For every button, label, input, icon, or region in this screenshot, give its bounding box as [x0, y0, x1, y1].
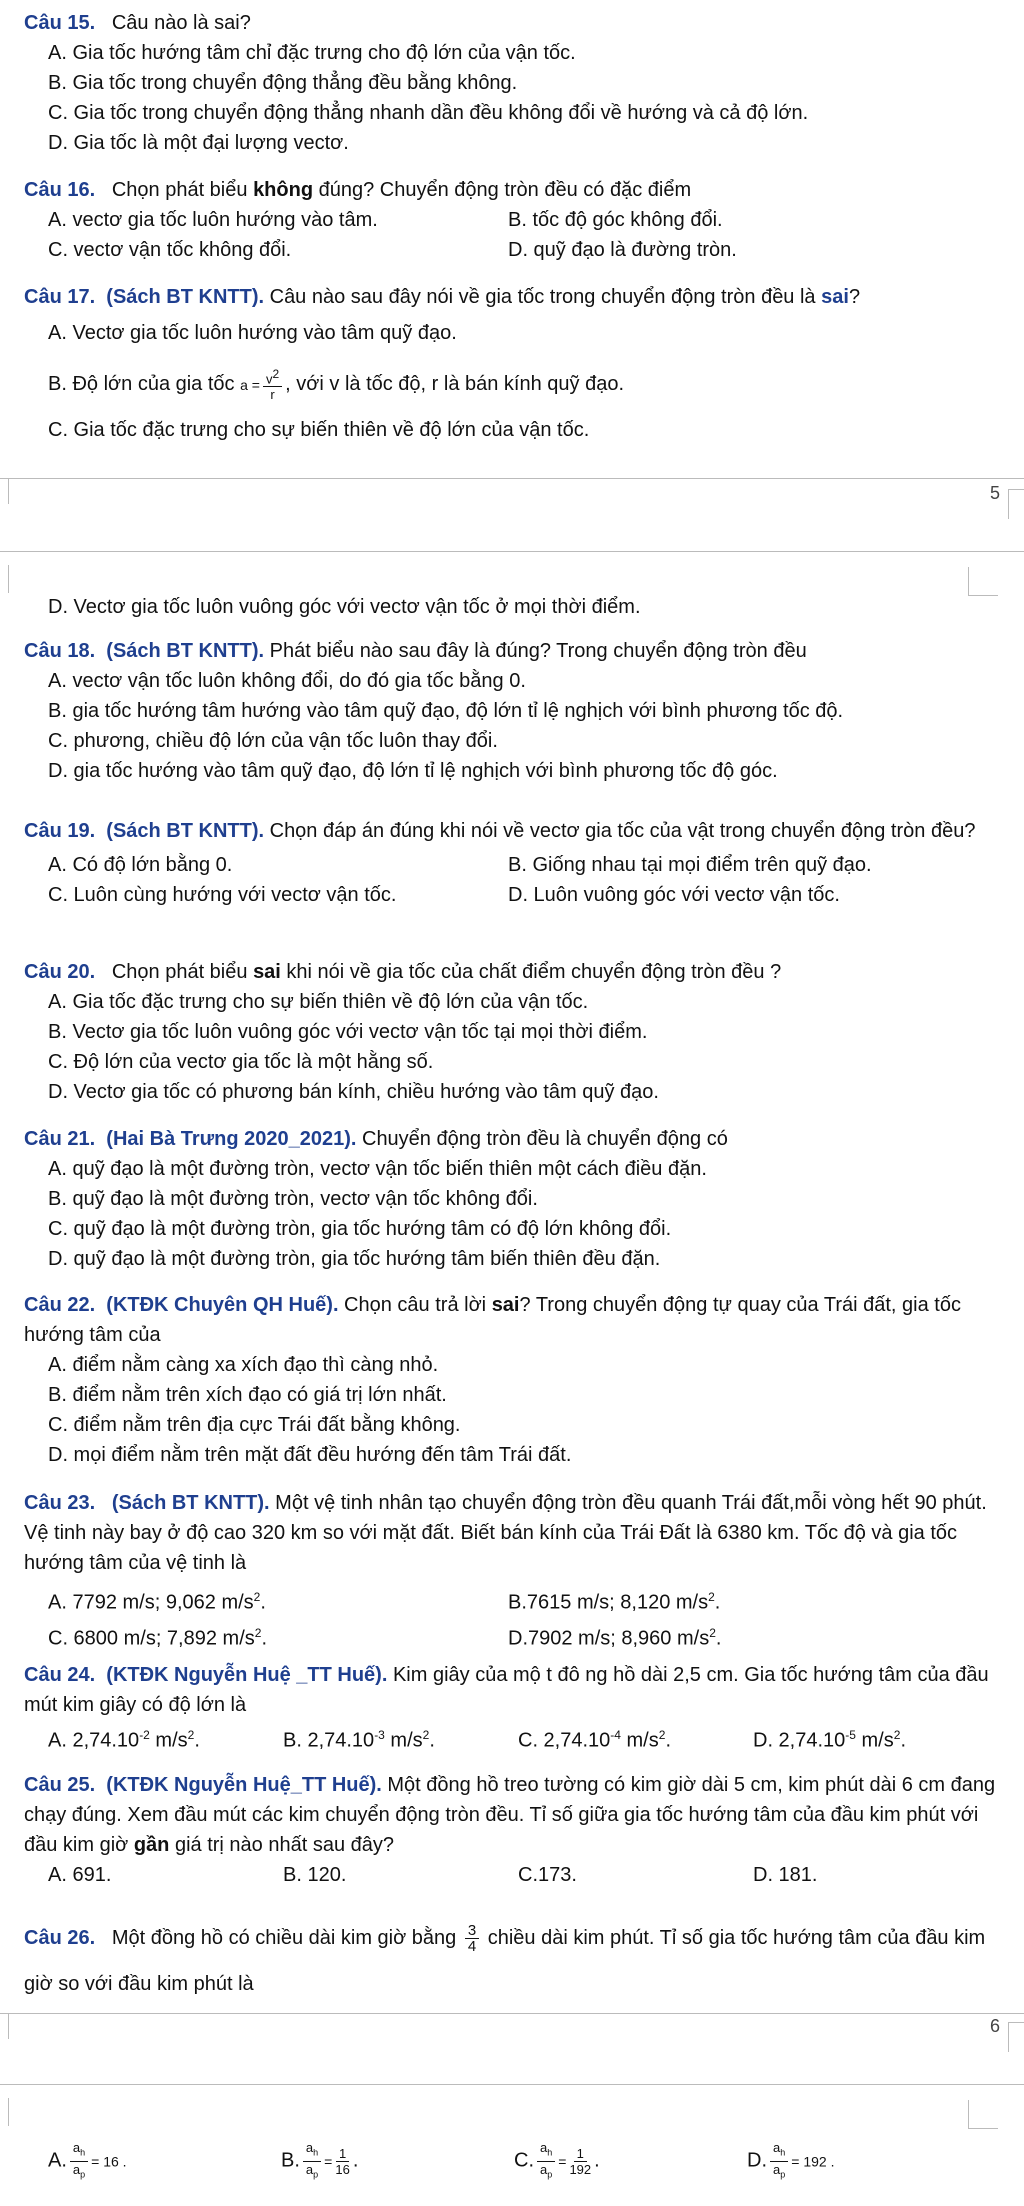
- exponent: 2: [254, 1625, 262, 1640]
- value-denominator: 192: [569, 2161, 592, 2177]
- question-number: Câu 21.: [24, 1128, 96, 1150]
- option-a: A. quỹ đạo là một đường tròn, vectơ vận tốc biến thiên một cách điều đặn.: [48, 1158, 707, 1180]
- option-label: C.: [514, 2149, 534, 2172]
- question-text-end: ? Trong chuyển động tự quay của Trái đất, gia tốc hướng tâm của: [24, 1294, 961, 1346]
- option-b: B. gia tốc hướng tâm hướng vào tâm quỹ đạo, độ lớn tỉ lệ nghịch với bình phương tốc độ.: [48, 700, 844, 722]
- question-number: Câu 17.: [24, 286, 96, 308]
- period: .: [261, 1627, 268, 1650]
- option-b: [24, 364, 1000, 405]
- question-number: Câu 19.: [24, 820, 96, 842]
- question-text-end: đúng? Chuyển động tròn đều có đặc điểm: [313, 179, 692, 201]
- period: .: [665, 1729, 671, 1752]
- option-c: C. Độ lớn của vectơ gia tốc là một hằng số.: [48, 1051, 434, 1073]
- question-21: [24, 1124, 1000, 1274]
- page-number: 5: [990, 483, 1001, 503]
- option-d: D. 181.: [753, 1864, 818, 1886]
- question-22: [24, 1290, 1000, 1470]
- option-c: C. quỹ đạo là một đường tròn, gia tốc hướng tâm có độ lớn không đổi.: [48, 1218, 672, 1240]
- question-text: Chuyển động tròn đều là chuyển động có: [356, 1128, 728, 1150]
- equals: =: [324, 2153, 333, 2170]
- option-b-text: B.7615 m/s; 8,120 m/s: [508, 1591, 709, 1614]
- question-source: (KTĐK Nguyễn Huệ_TT Huế).: [106, 1774, 382, 1796]
- exponent: -2: [139, 1728, 150, 1742]
- question-26-options: [24, 2140, 1000, 2182]
- option-a: A. vectơ vận tốc luôn không đổi, do đó gia tốc bằng 0.: [48, 670, 526, 692]
- question-25: [24, 1770, 1000, 1890]
- question-number: Câu 16.: [24, 179, 96, 201]
- option-d: D. Luôn vuông góc với vectơ vận tốc.: [508, 884, 840, 906]
- option-d: [753, 1720, 988, 1756]
- a-symbol: a: [72, 2140, 81, 2155]
- subscript: h: [80, 2147, 86, 2158]
- value-fraction: [569, 2146, 591, 2177]
- question-24: [24, 1660, 1000, 1756]
- subscript: p: [80, 2169, 86, 2180]
- option-d: D. quỹ đạo là đường tròn.: [508, 239, 737, 261]
- option-a-text: A. 2,74.10: [48, 1729, 140, 1752]
- option-c-text: C. 6800 m/s; 7,892 m/s: [48, 1627, 255, 1650]
- value-numerator: 1: [574, 2146, 587, 2162]
- option-b: [283, 1720, 518, 1756]
- option-c: [514, 2140, 747, 2182]
- question-text-end: chiều dài kim phút. Tỉ số gia tốc hướng tâm của đầu kim giờ so với đầu kim phút là: [24, 1927, 986, 1995]
- a-symbol: a: [305, 2161, 314, 2177]
- question-number: Câu 25.: [24, 1774, 96, 1796]
- option-label: A.: [48, 2149, 67, 2172]
- question-source: (Sách BT KNTT).: [106, 286, 265, 308]
- exponent: 2: [708, 1590, 715, 1604]
- question-text: Chọn phát biểu: [111, 179, 254, 201]
- option-c-text: C. 2,74.10: [518, 1729, 611, 1752]
- a-symbol: a: [773, 2140, 781, 2155]
- question-source: (KTĐK Chuyên QH Huế).: [106, 1294, 339, 1316]
- question-number: Câu 15.: [24, 12, 96, 34]
- option-a: A. Gia tốc hướng tâm chỉ đặc trưng cho độ lớn của vận tốc.: [48, 42, 576, 64]
- question-number: Câu 20.: [24, 961, 96, 983]
- period: .: [715, 1627, 722, 1650]
- equals: =: [558, 2153, 567, 2170]
- ratio-fraction: [537, 2140, 555, 2182]
- question-number: Câu 23.: [24, 1492, 96, 1514]
- option-a-text: A. 7792 m/s; 9,062 m/s: [48, 1591, 254, 1614]
- formula-lhs: a =: [240, 377, 260, 393]
- value-fraction: [335, 2146, 349, 2177]
- option-b-text-end: , với v là tốc độ, r là bán kính quỹ đạo.: [285, 373, 625, 395]
- question-text: Phát biểu nào sau đây là đúng? Trong chuyển động tròn đều: [264, 640, 807, 662]
- period: .: [594, 2149, 600, 2172]
- question-source: (Sách BT KNTT).: [111, 1492, 270, 1514]
- unit: m/s: [384, 1729, 423, 1752]
- ratio-fraction: [70, 2140, 88, 2182]
- option-b: [508, 1582, 968, 1618]
- question-text-end: giá trị nào nhất sau đây?: [169, 1834, 394, 1856]
- subscript: p: [780, 2169, 786, 2180]
- option-a: A. 691.: [48, 1864, 112, 1886]
- period: .: [714, 1591, 721, 1614]
- option-a: A. Gia tốc đặc trưng cho sự biến thiên về độ lớn của vận tốc.: [48, 991, 589, 1013]
- question-18: [24, 636, 1000, 786]
- value-denominator: 16: [335, 2161, 350, 2177]
- option-c: C.173.: [518, 1864, 577, 1886]
- a-symbol: a: [305, 2140, 314, 2155]
- question-17: [24, 282, 1000, 445]
- question-23: [24, 1488, 1000, 1653]
- option-d: D. quỹ đạo là một đường tròn, gia tốc hướng tâm biến thiên đều đặn.: [48, 1248, 661, 1270]
- option-c: C. điểm nằm trên địa cực Trái đất bằng không.: [48, 1414, 461, 1436]
- value-numerator: 1: [336, 2146, 349, 2162]
- formula-fraction: [263, 367, 282, 402]
- keyword: không: [253, 179, 314, 201]
- fraction-numerator: 3: [465, 1923, 479, 1939]
- period: .: [260, 1591, 266, 1614]
- option-d: [747, 2140, 980, 2182]
- formula-exponent: 2: [272, 367, 280, 382]
- option-d: D. gia tốc hướng vào tâm quỹ đạo, độ lớn tỉ lệ nghịch với bình phương tốc độ góc.: [48, 760, 778, 782]
- option-d-text: D.7902 m/s; 8,960 m/s: [508, 1627, 710, 1650]
- option-a: A. vectơ gia tốc luôn hướng vào tâm.: [48, 209, 378, 231]
- formula-denominator: r: [270, 387, 275, 403]
- period: .: [352, 2149, 359, 2172]
- a-symbol: a: [540, 2140, 548, 2155]
- option-value: = 192 .: [791, 2153, 835, 2170]
- subscript: h: [547, 2147, 553, 2158]
- keyword: sai: [253, 961, 281, 983]
- option-a: [48, 1582, 508, 1618]
- question-text: Câu nào là sai?: [111, 12, 251, 34]
- subscript: p: [547, 2169, 553, 2180]
- option-b-text: B. Độ lớn của gia tốc: [48, 373, 241, 395]
- question-text: Chọn đáp án đúng khi nói về vectơ gia tốc của vật trong chuyển động tròn đều?: [264, 820, 976, 842]
- question-text: Chọn phát biểu: [111, 961, 254, 983]
- formula-numerator: v: [265, 371, 273, 387]
- subscript: h: [313, 2147, 319, 2158]
- option-c: [518, 1720, 753, 1756]
- question-text: Một đồng hồ treo tường có kim giờ dài 5 cm, kim phút dài 6 cm đang chạy đúng. Xem đầu mút các kim chuyển động tròn đều. Tỉ số giữa gia tốc hướng tâm của đầu kim phút với đầu kim giờ: [24, 1774, 996, 1856]
- option-label: B.: [281, 2149, 300, 2172]
- option-c: C. phương, chiều độ lớn của vận tốc luôn thay đổi.: [48, 730, 498, 752]
- question-text-end: khi nói về gia tốc của chất điểm chuyển động tròn đều ?: [280, 961, 782, 983]
- question-source: (Sách BT KNTT).: [106, 820, 265, 842]
- question-text: Kim giây của mộ t đô ng hồ dài 2,5 cm. Gia tốc hướng tâm của đầu mút kim giây có độ lớn là: [24, 1664, 989, 1716]
- unit: m/s: [149, 1729, 188, 1752]
- option-d: [508, 1618, 968, 1654]
- option-b: B. 120.: [283, 1864, 347, 1886]
- question-text: Một đồng hồ có chiều dài kim giờ bằng: [111, 1927, 462, 1949]
- option-c: C. Gia tốc trong chuyển động thẳng nhanh dần đều không đổi về hướng và cả độ lớn.: [48, 102, 809, 124]
- option-d: D. Vectơ gia tốc luôn vuông góc với vectơ vận tốc ở mọi thời điểm.: [48, 596, 641, 618]
- option-b: B. Gia tốc trong chuyển động thẳng đều bằng không.: [48, 72, 518, 94]
- option-b: B. điểm nằm trên xích đạo có giá trị lớn nhất.: [48, 1384, 447, 1406]
- question-number: Câu 18.: [24, 640, 96, 662]
- subscript: p: [313, 2169, 319, 2180]
- option-a: [48, 1720, 283, 1756]
- option-c: [48, 1618, 508, 1654]
- exponent: 2: [422, 1728, 430, 1742]
- question-19: [24, 816, 1000, 910]
- question-text: Một vệ tinh nhân tạo chuyển động tròn đều quanh Trái đất,mỗi vòng hết 90 phút. Vệ tinh này bay ở độ cao 320 km so với mặt đất. Biết bán kính của Trái Đất là 6380 km. Tốc độ và gia tốc hướng tâm của vệ tinh là: [24, 1492, 987, 1574]
- option-a: [48, 2140, 281, 2182]
- fraction: [465, 1923, 479, 1954]
- page-number: 6: [990, 2016, 1001, 2036]
- question-number: Câu 22.: [24, 1294, 96, 1316]
- subscript: h: [780, 2147, 786, 2158]
- question-number: Câu 24.: [24, 1664, 96, 1686]
- option-b-text: B. 2,74.10: [283, 1729, 375, 1752]
- option-label: D.: [747, 2149, 767, 2172]
- ratio-fraction: [303, 2140, 321, 2182]
- question-number: Câu 26.: [24, 1927, 96, 1949]
- question-17-continued: [24, 592, 1000, 622]
- exponent: 2: [658, 1728, 666, 1742]
- question-end: ?: [848, 286, 861, 308]
- option-d: D. Gia tốc là một đại lượng vectơ.: [48, 132, 349, 154]
- option-d-text: D. 2,74.10: [753, 1729, 846, 1752]
- question-text: Chọn câu trả lời: [338, 1294, 492, 1316]
- a-symbol: a: [72, 2161, 81, 2177]
- option-b: [281, 2140, 514, 2182]
- period: .: [194, 1729, 200, 1752]
- exponent: 2: [187, 1728, 195, 1742]
- option-a: A. điểm nằm càng xa xích đạo thì càng nhỏ.: [48, 1354, 439, 1376]
- a-symbol: a: [773, 2161, 781, 2177]
- a-symbol: a: [540, 2161, 548, 2177]
- question-source: (KTĐK Nguyễn Huệ _TT Huế).: [106, 1664, 388, 1686]
- exponent: 2: [253, 1590, 261, 1604]
- option-b: B. Vectơ gia tốc luôn vuông góc với vectơ vận tốc tại mọi thời điểm.: [48, 1021, 648, 1043]
- option-c: C. Gia tốc đặc trưng cho sự biến thiên về độ lớn của vận tốc.: [48, 419, 590, 441]
- fraction-denominator: 4: [467, 1938, 477, 1956]
- unit: m/s: [855, 1729, 894, 1752]
- option-c: C. vectơ vận tốc không đổi.: [48, 239, 292, 261]
- exponent: -4: [610, 1728, 621, 1742]
- exponent: -5: [845, 1728, 856, 1742]
- option-b: B. tốc độ góc không đổi.: [508, 209, 723, 231]
- question-20: [24, 957, 1000, 1107]
- question-text: Câu nào sau đây nói về gia tốc trong chuyển động tròn đều là: [264, 286, 822, 308]
- question-15: [24, 8, 1000, 158]
- keyword: gần: [133, 1834, 170, 1856]
- question-source: (Sách BT KNTT).: [106, 640, 265, 662]
- exponent: -3: [374, 1728, 385, 1742]
- question-source: (Hai Bà Trưng 2020_2021).: [106, 1128, 357, 1150]
- option-d: D. mọi điểm nằm trên mặt đất đều hướng đến tâm Trái đất.: [48, 1444, 572, 1466]
- question-26: [24, 1915, 1000, 2007]
- option-a: A. Vectơ gia tốc luôn hướng vào tâm quỹ đạo.: [48, 322, 457, 344]
- unit: m/s: [620, 1729, 659, 1752]
- exponent: 2: [709, 1625, 716, 1640]
- exponent: 2: [893, 1728, 901, 1742]
- keyword: sai: [821, 286, 849, 308]
- period: .: [900, 1729, 906, 1752]
- keyword: sai: [491, 1294, 520, 1316]
- option-a: A. Có độ lớn bằng 0.: [48, 854, 233, 876]
- option-c: C. Luôn cùng hướng với vectơ vận tốc.: [48, 884, 397, 906]
- option-b: B. Giống nhau tại mọi điểm trên quỹ đạo.: [508, 854, 872, 876]
- option-d: D. Vectơ gia tốc có phương bán kính, chiều hướng vào tâm quỹ đạo.: [48, 1081, 659, 1103]
- question-16: [24, 175, 1000, 265]
- option-b: B. quỹ đạo là một đường tròn, vectơ vận tốc không đổi.: [48, 1188, 538, 1210]
- period: .: [429, 1729, 435, 1752]
- ratio-fraction: [770, 2140, 788, 2182]
- option-value: = 16 .: [91, 2153, 127, 2170]
